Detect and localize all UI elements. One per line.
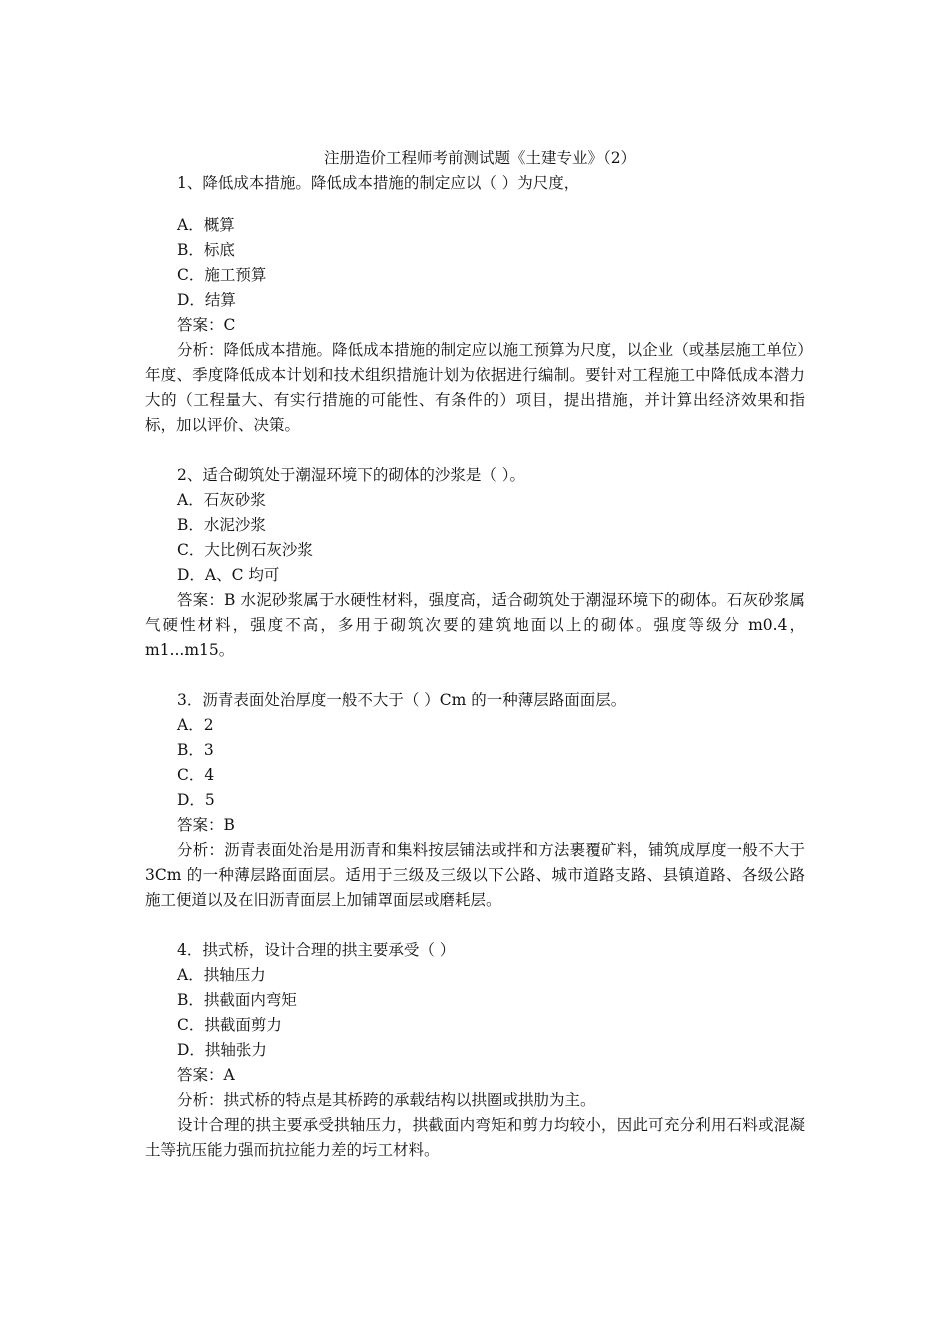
option-b: B．3 <box>177 741 214 759</box>
document-title: 注册造价工程师考前测试题《土建专业》（2） <box>323 149 637 167</box>
question-stem: 3．沥青表面处治厚度一般不大于（ ）Cm 的一种薄层路面面层。 <box>177 691 627 709</box>
question-stem: 2、适合砌筑处于潮湿环境下的砌体的沙浆是（ ）。 <box>177 466 526 484</box>
question-stem: 4．拱式桥，设计合理的拱主要承受（ ） <box>177 941 456 959</box>
question-3 <box>145 688 805 913</box>
spacer <box>145 663 805 688</box>
document-page <box>145 146 805 1163</box>
option-d: D．结算 <box>177 291 236 309</box>
analysis: 分析：降低成本措施。降低成本措施的制定应以施工预算为尺度，以企业（或基层施工单位）年度、季度降低成本计划和技术组织措施计划为依据进行编制。要针对工程施工中降低成本潜力大的（工程量大、有实行措施的可能性、有条件的）项目，提出措施，并计算出经济效果和指标，加以评价、决策。 <box>145 341 805 434</box>
question-stem: 1、降低成本措施。降低成本措施的制定应以（ ）为尺度， <box>177 174 580 192</box>
analysis-continued: 设计合理的拱主要承受拱轴压力，拱截面内弯矩和剪力均较小，因此可充分利用石料或混凝土等抗压能力强而抗拉能力差的圬工材料。 <box>145 1116 805 1159</box>
question-2 <box>145 463 805 663</box>
option-a: A．拱轴压力 <box>177 966 266 984</box>
spacer <box>145 913 805 938</box>
spacer <box>145 438 805 463</box>
analysis: 分析：拱式桥的特点是其桥跨的承载结构以拱圈或拱肋为主。 <box>177 1091 596 1109</box>
question-1 <box>145 171 805 438</box>
answer: 答案：B <box>177 816 235 834</box>
option-b: B．标底 <box>177 241 235 259</box>
answer: 答案：C <box>177 316 236 334</box>
option-c: C．大比例石灰沙浆 <box>177 541 313 559</box>
option-b: B．拱截面内弯矩 <box>177 991 297 1009</box>
question-4 <box>145 938 805 1163</box>
option-a: A．石灰砂浆 <box>177 491 266 509</box>
answer-analysis: 答案：B 水泥砂浆属于水硬性材料，强度高，适合砌筑处于潮湿环境下的砌体。石灰砂浆属气硬性材料，强度不高，多用于砌筑次要的建筑地面以上的砌体。强度等级分 m0.4，m1...m15。 <box>145 591 805 659</box>
option-d: D．5 <box>177 791 215 809</box>
option-c: C．拱截面剪力 <box>177 1016 282 1034</box>
answer: 答案：A <box>177 1066 235 1084</box>
option-c: C．4 <box>177 766 215 784</box>
option-c: C．施工预算 <box>177 266 267 284</box>
analysis: 分析：沥青表面处治是用沥青和集料按层铺法或拌和方法裹覆矿料，铺筑成厚度一般不大于 3Cm 的一种薄层路面面层。适用于三级及三级以下公路、城市道路支路、县镇道路、各级公路施工便道以及在旧沥青面层上加铺罩面层或磨耗层。 <box>145 841 805 909</box>
option-a: A．2 <box>177 716 214 734</box>
option-a: A．概算 <box>177 216 235 234</box>
option-d: D．拱轴张力 <box>177 1041 267 1059</box>
option-b: B．水泥沙浆 <box>177 516 266 534</box>
option-d: D．A、C 均可 <box>177 566 280 584</box>
